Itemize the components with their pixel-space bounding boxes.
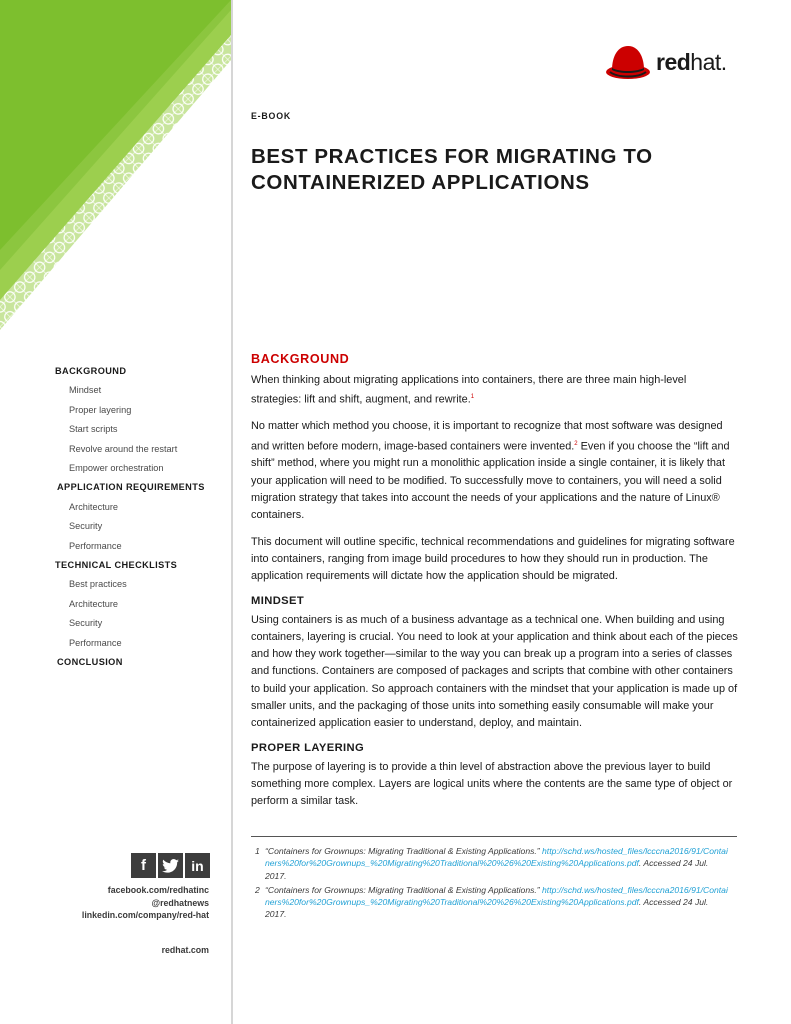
background-paragraph-3: This document will outline specific, technical recommendations and guidelines for migrating software into containers, ranging from image build procedures to how they should run in production. The application requirements will dictate how the application should be migrated. (251, 535, 735, 583)
social-icons (131, 853, 210, 878)
footnote-number: 2 (255, 884, 260, 895)
footnote-1: 1 “Containers for Grownups: Migrating Traditional & Existing Applications.” http://schd.ws/hosted_files/lcccna2016/91/Containers%20for%20Grownups_%20Migrating%20Traditional%20%26%20Existing%20Applications.pdf. Accessed 24 Jul. 2017. (255, 846, 728, 881)
mindset-heading: MINDSET (251, 594, 305, 607)
toc-section-link[interactable]: CONCLUSION (57, 657, 123, 667)
background-paragraph-2: No matter which method you choose, it is important to recognize that most software was designed and written before modern, image-based containers were invented.$^2$ Even if you choose the “lift and shift” method, where you might run a monolithic application inside a single container, it is likely that your application will need to be modified. To successfully move to containers, you will need a solid migration strategy that takes into account the needs of your applications and the nature of Linux® containers. (251, 420, 730, 522)
mindset-paragraph-1: Using containers is as much of a business advantage as a technical one. When building and using containers, layering is crucial. You need to look at your application and think about each of the pieces and how they work together—similar to the way you can break up a program into a series of classes and functions. Containers are composed of packages and scripts that combine with other containers to build your application. So approach containers with the mindset that your application is made up of smaller units, and the packaging of those units into something easily consumable will make your containerized application easier to understand, deploy, and maintain. (251, 613, 738, 730)
toc-subsection-link[interactable]: Start scripts (69, 424, 118, 435)
facebook-icon[interactable]: f (131, 853, 156, 878)
website-link[interactable]: redhat.com (161, 945, 209, 955)
background-heading: BACKGROUND (251, 352, 350, 366)
document-title: BEST PRACTICES FOR MIGRATING TO CONTAINERIZED APPLICATIONS (251, 145, 653, 194)
twitter-link[interactable]: @redhatnews (151, 897, 209, 908)
linkedin-link[interactable]: linkedin.com/company/red-hat (81, 910, 209, 920)
footnote-link[interactable]: http://schd.ws/hosted_files/lcccna2016/91/Containers%20for%20Grownups_%20Migrating%20Traditional%20%26%20Existing%20Applications.pdf (265, 884, 728, 908)
footnote-2: 2 “Containers for Grownups: Migrating Traditional & Existing Applications.” http://schd.ws/hosted_files/lcccna2016/91/Containers%20for%20Grownups_%20Migrating%20Traditional%20%26%20Existing%20Applications.pdf. Accessed 24 Jul. 2017. (255, 884, 728, 920)
toc-subsection-link[interactable]: Architecture (69, 598, 119, 609)
social-links (9, 884, 209, 922)
sidebar-divider (231, 0, 233, 1024)
footnote-divider (251, 836, 737, 837)
toc-section-link[interactable]: BACKGROUND (55, 366, 127, 376)
toc-subsection-link[interactable]: Performance (69, 637, 122, 648)
footnote-ref-1[interactable]: 1 (470, 394, 475, 401)
toc-subsection-link[interactable]: Empower orchestration (69, 463, 164, 473)
footnote-link[interactable]: http://schd.ws/hosted_files/lcccna2016/91/Containers%20for%20Grownups_%20Migrating%20Traditional%20%26%20Existing%20Applications.pdf (265, 846, 728, 869)
toc-subsection-link[interactable]: Performance (69, 540, 122, 551)
proper-layering-heading: PROPER LAYERING (251, 741, 365, 754)
main-content (251, 352, 738, 819)
document-type-label: E-BOOK (251, 111, 291, 121)
sidebar (0, 0, 231, 1024)
toc-subsection-link[interactable]: Security (69, 521, 103, 532)
decorative-banner (0, 0, 231, 360)
toc-subsection-link[interactable]: Security (69, 618, 103, 629)
toc-subsection-link[interactable]: Proper layering (69, 404, 132, 415)
footnotes (251, 845, 731, 923)
toc-subsection-link[interactable]: Mindset (69, 385, 102, 396)
footnote-ref-2[interactable]: 2 (574, 440, 578, 447)
shadowman-icon (604, 42, 652, 82)
footnote-number: 1 (255, 846, 260, 856)
toc-subsection-link[interactable]: Best practices (69, 579, 127, 590)
background-paragraph-1: When thinking about migrating applications into containers, there are three main high-level strategies: lift and shift, augment, and rewrite.$^1$ (251, 374, 687, 406)
facebook-link[interactable]: facebook.com/redhatinc (107, 885, 209, 895)
toc-section-link[interactable]: TECHNICAL CHECKLISTS (55, 560, 178, 570)
proper-layering-paragraph-1: The purpose of layering is to provide a thin level of abstraction above the previous layer to build something more complex. Layers are logical units where the contents are the same type of object or perform a similar task. (251, 760, 733, 808)
logo-wordmark: redhat. (656, 48, 727, 75)
redhat-logo (604, 42, 744, 82)
linkedin-icon[interactable]: in (185, 853, 210, 878)
toc-subsection-link[interactable]: Architecture (69, 501, 119, 512)
toc-subsection-link[interactable]: Revolve around the restart (69, 443, 178, 454)
toc-section-link[interactable]: APPLICATION REQUIREMENTS (57, 482, 205, 493)
twitter-icon[interactable] (158, 853, 183, 878)
